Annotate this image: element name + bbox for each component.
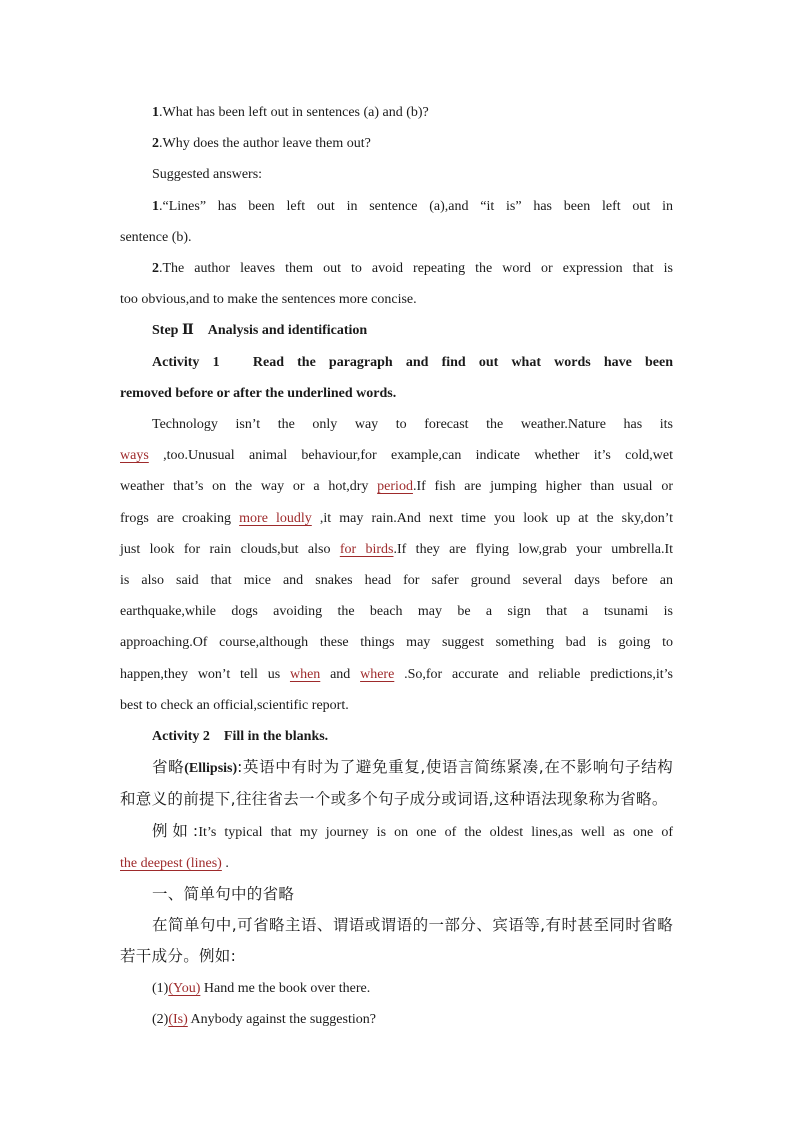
step-2-heading: Step Ⅱ Analysis and identification bbox=[152, 323, 368, 339]
paragraph-line bbox=[120, 503, 673, 534]
example-number: (1) bbox=[152, 980, 169, 996]
activity-1-instruction-line-2: removed before or after the underlined words. bbox=[120, 385, 397, 401]
paragraph-line: best to check an official,scientific report. bbox=[120, 697, 349, 713]
answer-1-line-2: sentence (b). bbox=[120, 229, 192, 245]
paragraph-text: .If they are flying low,grab your umbrella.It bbox=[393, 541, 674, 557]
ellipsis-definition-line-2: 和意义的前提下,往往省去一个或多个句子成分或词语,这种语法现象称为省略。 bbox=[120, 790, 668, 809]
answer-blank: ways bbox=[120, 448, 149, 464]
question-1-number: 1 bbox=[152, 105, 159, 120]
definition-text: :英语中有时为了避免重复,使语言简练紧凑,在不影响句子结构 bbox=[237, 758, 673, 777]
suggested-answers-label: Suggested answers: bbox=[152, 167, 263, 183]
question-2-text: .Why does the author leave them out? bbox=[159, 136, 371, 152]
section-1-title: 一、简单句中的省略 bbox=[152, 885, 295, 904]
example-label: 例如: bbox=[152, 821, 199, 840]
answer-1-text: .“Lines” has been left out in sentence (a),and “it is” has been left out in bbox=[159, 198, 673, 214]
section-1-text-line-2: 若干成分。例如: bbox=[120, 947, 237, 966]
answer-blank: the deepest (lines) bbox=[120, 855, 222, 871]
answer-blank: when bbox=[289, 666, 321, 682]
question-2 bbox=[120, 128, 673, 159]
definition-term: 省略 bbox=[152, 758, 185, 777]
example-text: . bbox=[221, 855, 229, 871]
example-1 bbox=[120, 973, 673, 1004]
paragraph-text: frogs are croaking bbox=[120, 510, 240, 526]
paragraph-text: just look for rain clouds,but also bbox=[120, 541, 340, 557]
example-text: Anybody against the suggestion? bbox=[187, 1011, 376, 1027]
answer-2-line-2: too obvious,and to make the sentences more concise. bbox=[120, 292, 417, 308]
paragraph-text: ,it may rain.And next time you look up at the sky,don’t bbox=[311, 510, 674, 526]
example-text: Hand me the book over there. bbox=[200, 980, 371, 996]
answer-2-line-1 bbox=[120, 253, 673, 284]
question-1-text: .What has been left out in sentences (a) and (b)? bbox=[159, 105, 429, 120]
paragraph-line bbox=[120, 659, 673, 690]
answer-blank: (Is) bbox=[168, 1011, 188, 1027]
answer-2-number: 2 bbox=[152, 261, 159, 277]
weather-paragraph bbox=[120, 409, 673, 721]
example-2 bbox=[120, 1004, 673, 1035]
paragraph-text: ,too.Unusual animal behaviour,for example,can indicate whether it’s cold,wet bbox=[148, 448, 673, 464]
ellipsis-definition-line-1 bbox=[120, 752, 673, 784]
answer-2-text: .The author leaves them out to avoid repeating the word or expression that is bbox=[159, 261, 673, 277]
paragraph-line: is also said that mice and snakes head for safer ground several days before an bbox=[120, 573, 673, 589]
paragraph-text: and bbox=[320, 666, 361, 682]
paragraph-line bbox=[120, 440, 673, 471]
paragraph-line: Technology isn’t the only way to forecast the weather.Nature has its bbox=[152, 417, 673, 433]
paragraph-text: .So,for accurate and reliable predictions,it’s bbox=[394, 666, 674, 682]
example-text: It’s typical that my journey is on one of the oldest lines,as well as one of bbox=[198, 824, 674, 840]
example-line-1 bbox=[120, 816, 673, 848]
paragraph-line bbox=[120, 471, 673, 502]
example-line-2 bbox=[120, 848, 673, 879]
paragraph-text: happen,they won’t tell us bbox=[120, 666, 290, 682]
paragraph-line: earthquake,while dogs avoiding the beach may be a sign that a tsunami is bbox=[120, 604, 673, 620]
answer-blank: for birds bbox=[339, 541, 394, 557]
definition-term-english: (Ellipsis) bbox=[184, 761, 238, 777]
answer-1-line-1 bbox=[120, 191, 673, 222]
answer-blank: more loudly bbox=[239, 510, 312, 526]
paragraph-line bbox=[120, 534, 673, 565]
question-2-number: 2 bbox=[152, 136, 159, 152]
activity-1-instruction-line-1: Activity 1 Read the paragraph and find out what words have been bbox=[152, 354, 673, 370]
document-content bbox=[120, 97, 673, 1035]
paragraph-text: .If fish are jumping higher than usual or bbox=[412, 479, 673, 495]
question-1 bbox=[120, 97, 673, 128]
answer-blank: period bbox=[377, 479, 413, 495]
paragraph-line: approaching.Of course,although these things may suggest something bad is going to bbox=[120, 635, 673, 651]
paragraph-text: weather that’s on the way or a hot,dry bbox=[120, 479, 378, 495]
answer-1-number: 1 bbox=[152, 198, 159, 214]
example-number: (2) bbox=[152, 1011, 169, 1027]
activity-2-heading: Activity 2 Fill in the blanks. bbox=[152, 729, 329, 745]
answer-blank: where bbox=[360, 666, 395, 682]
answer-blank: (You) bbox=[168, 980, 201, 996]
section-1-text-line-1: 在简单句中,可省略主语、谓语或谓语的一部分、宾语等,有时甚至同时省略 bbox=[152, 916, 673, 935]
